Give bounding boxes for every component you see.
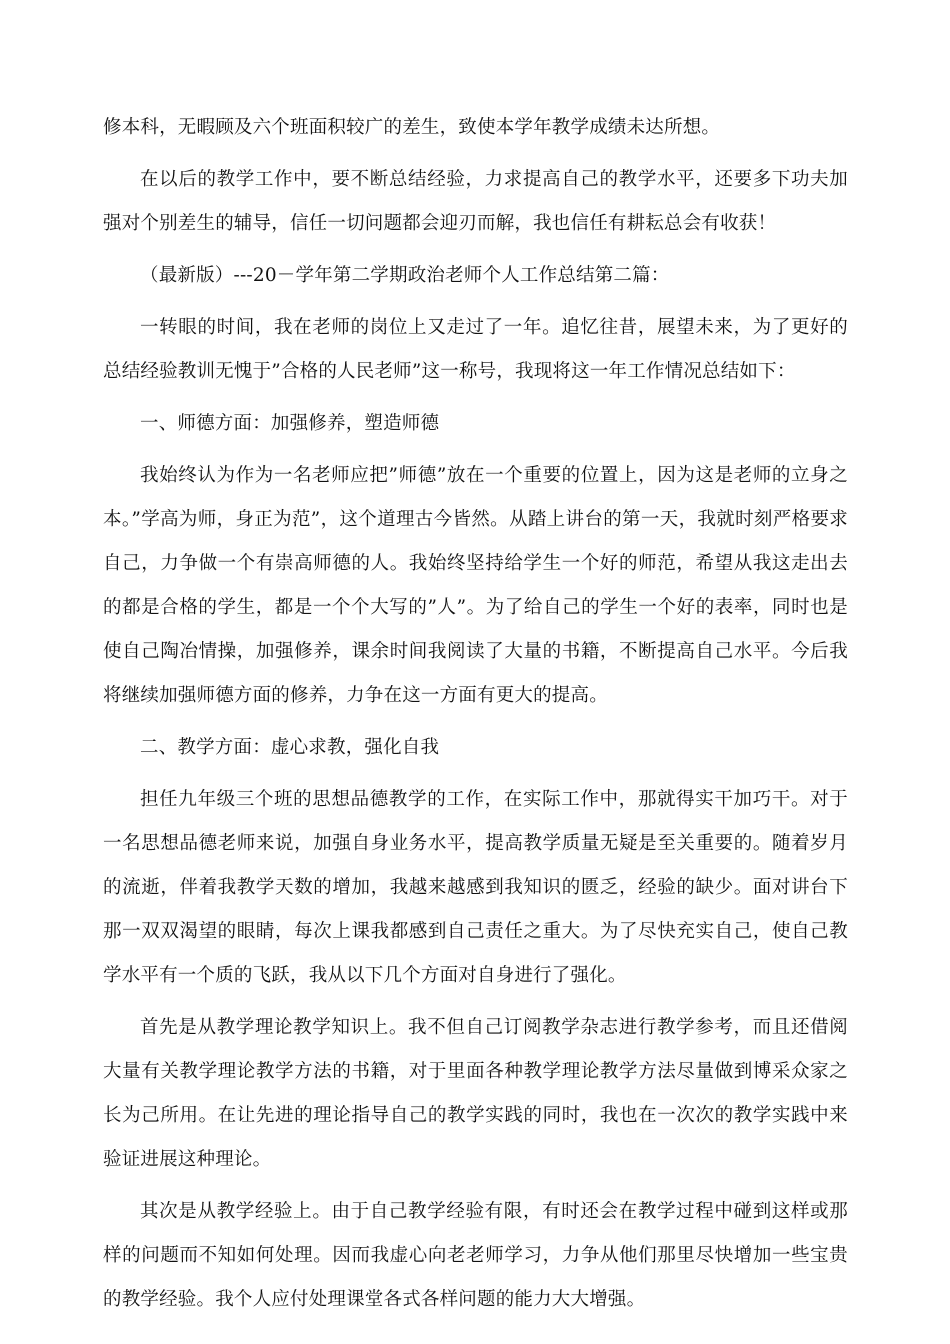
- document-body: [103, 106, 848, 1322]
- paragraph-intro: 一转眼的时间，我在老师的岗位上又走过了一年。追忆往昔，展望未来，为了更好的总结经验教训无愧于”合格的人民老师”这一称号，我现将这一年工作情况总结如下：: [103, 317, 848, 382]
- section-title-second-article: （最新版）---20－学年第二学期政治老师个人工作总结第二篇：: [140, 265, 670, 286]
- paragraph-future-work: 在以后的教学工作中，要不断总结经验，力求提高自己的教学水平，还要多下功夫加强对个别差生的辅导，信任一切问题都会迎刃而解，我也信任有耕耘总会有收获！: [103, 169, 848, 234]
- paragraph-experience: 其次是从教学经验上。由于自己教学经验有限，有时还会在教学过程中碰到这样或那样的问题而不知如何处理。因而我虚心向老老师学习，力争从他们那里尽快增加一些宝贵的教学经验。我个人应付处理课堂各式各样问题的能力大大增强。: [103, 1201, 848, 1310]
- heading-teacher-ethics: 一、师德方面：加强修养，塑造师德: [140, 413, 440, 434]
- paragraph-teaching: 担任九年级三个班的思想品德教学的工作，在实际工作中，那就得实干加巧干。对于一名思想品德老师来说，加强自身业务水平，提高教学质量无疑是至关重要的。随着岁月的流逝，伴着我教学天数的增加，我越来越感到我知识的匮乏，经验的缺少。面对讲台下那一双双渴望的眼睛，每次上课我都感到自己责任之重大。为了尽快充实自己，使自己教学水平有一个质的飞跃，我从以下几个方面对自身进行了强化。: [103, 789, 848, 986]
- paragraph-teacher-ethics: 我始终认为作为一名老师应把”师德”放在一个重要的位置上，因为这是老师的立身之本。”学高为师，身正为范”，这个道理古今皆然。从踏上讲台的第一天，我就时刻严格要求自己，力争做一个有崇高师德的人。我始终坚持给学生一个好的师范，希望从我这走出去的都是合格的学生，都是一个个大写的”人”。为了给自己的学生一个好的表率，同时也是使自己陶冶情操，加强修养，课余时间我阅读了大量的书籍，不断提高自己水平。今后我将继续加强师德方面的修养，力争在这一方面有更大的提高。: [103, 465, 848, 706]
- paragraph-continuation: 修本科，无暇顾及六个班面积较广的差生，致使本学年教学成绩未达所想。: [103, 117, 721, 138]
- heading-teaching: 二、教学方面：虚心求教，强化自我: [140, 737, 440, 758]
- paragraph-theory: 首先是从教学理论教学知识上。我不但自己订阅教学杂志进行教学参考，而且还借阅大量有关教学理论教学方法的书籍，对于里面各种教学理论教学方法尽量做到博采众家之长为己所用。在让先进的理论指导自己的教学实践的同时，我也在一次次的教学实践中来验证进展这种理论。: [103, 1017, 848, 1170]
